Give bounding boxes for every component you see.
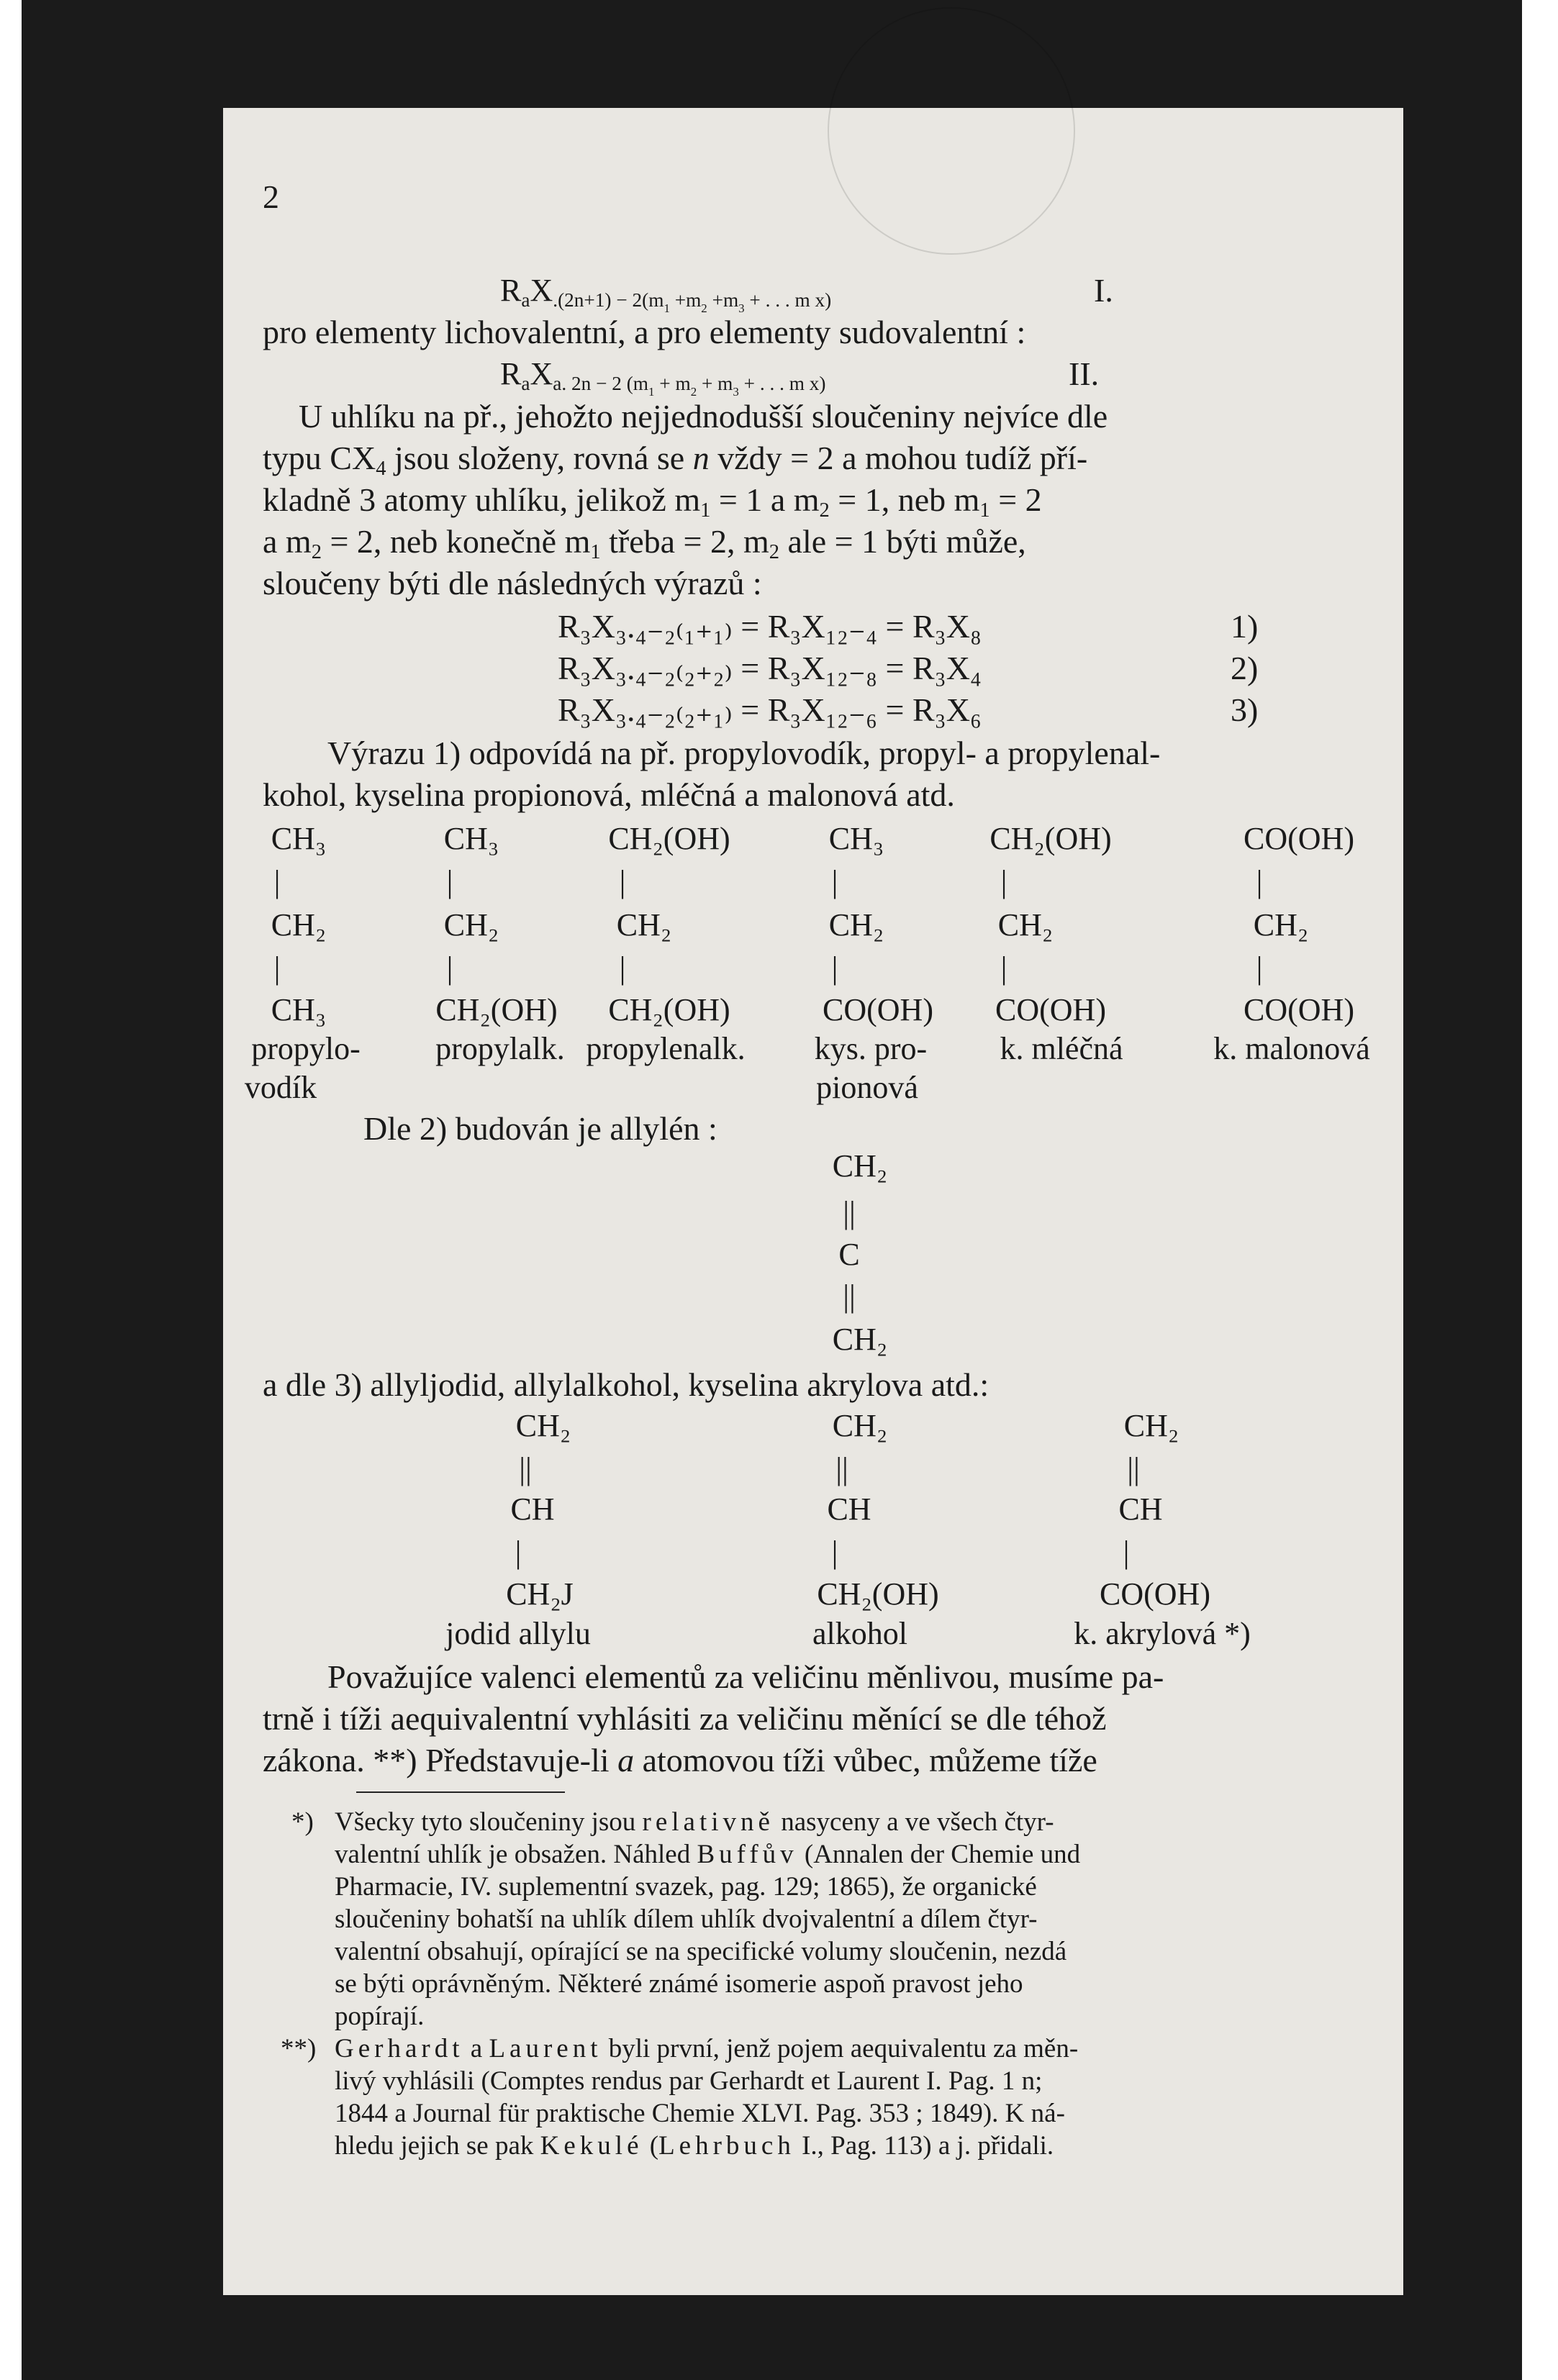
structure-4-bot: CO(OH) [823,992,933,1027]
formula-ii-exp2: + m [654,373,691,394]
structure-6-top: CO(OH) [1244,821,1354,856]
para1-l4c: třeba = 2, m [600,523,769,560]
fn2-kekule: Kekulé [540,2131,643,2161]
allylen-bond1: || [843,1195,856,1230]
structure3-2-bond1: || [835,1451,848,1486]
line-allyl: a dle 3) allyljodid, allylalkohol, kyselina akrylova atd.: [263,1366,989,1403]
formula-ii-exp: . 2n − 2 (m [561,373,649,394]
fn2-laurent: Laurent [489,2034,602,2063]
formula-i-exp: .(2n+1) − 2(m [553,289,664,311]
structure-1-name1: propylo- [251,1031,361,1066]
structure-6-bond1: | [1256,864,1263,899]
fn2-lehrbuch: Lehrbuch [658,2131,795,2161]
para1-line5: sloučeny býti dle následných výrazů : [263,565,762,601]
para1-l3b: = 1 a m [710,481,820,518]
allylen-c: C [838,1237,860,1272]
footnote1-line2: valentní uhlík je obsažen. Náhled Buffův (Annalen der Chemie und [335,1840,1081,1869]
fn1-l1a: Všecky tyto sloučeniny jsou [335,1807,643,1837]
para1-line4: a $m_2 = 2$, neb konečně $m_1$ třeba = 2, $m_2$ ale = 1 býti může, [263,523,1026,563]
structure-1-top: CH₃ [271,821,327,856]
line-allylen: Dle 2) budován je allylén : [363,1110,717,1147]
fn1-l1b: nasyceny a ve všech čtyr- [774,1807,1054,1837]
structure-1-name2: vodík [244,1070,317,1105]
fn1-relativne: relativně [642,1807,774,1837]
allylen-ch2-bot: CH₂ [832,1322,888,1357]
structure-2-bot: CH₂(OH) [435,992,558,1027]
para3-line1: Považujíce valenci elementů za veličinu měnlivou, musíme pa- [327,1658,1164,1695]
fn1-l2c: (Annalen der Chemie und [797,1840,1081,1869]
para1-l2n: n [692,440,710,476]
para1-l3d: = 2 [989,481,1042,518]
footnote2-line2: livý vyhlásili (Comptes rendus par Gerhardt et Laurent I. Pag. 1 n; [335,2066,1043,2096]
para1-l2b: jsou složeny, rovná se [386,440,693,476]
structure3-3-bond1: || [1127,1451,1140,1486]
expr-2: R₃X₃.₄₋₂₍₂₊₂₎ = R₃X₁₂₋₈ = R₃X₄ [558,650,982,686]
fn2-gerhardt: Gerhardt [335,2034,464,2063]
formula-i-exp2: +m [669,289,702,311]
structure3-1-bond1: || [519,1451,532,1486]
footnote2-line1 [335,2032,1078,2065]
footnote1-line7: popírají. [335,2002,425,2031]
footnote-rule [356,1791,565,1793]
structure-4-mid: CH₂ [828,907,884,943]
fn1-buffuv: Buffův [697,1840,798,1869]
structure-4-name1: kys. pro- [814,1031,928,1066]
fn2-l1a: a [463,2034,489,2063]
formula-i-r: R [500,273,522,308]
structure-6-name1: k. malonová [1213,1031,1370,1066]
para1-l3c: = 1, neb m [829,481,980,518]
structure-2-top: CH₃ [443,821,499,856]
structure-6-bot: CO(OH) [1244,992,1354,1027]
structure3-2-bot: CH₂(OH) [817,1576,939,1612]
text-line-odd: pro elementy lichovalentní, a pro elementy sudovalentní : [263,314,1026,350]
structure-2-mid: CH₂ [443,907,499,943]
structure-3-mid: CH₂ [616,907,672,943]
para3-var-a: a [617,1742,635,1779]
para3-line3 [263,1740,1097,1781]
structure3-1-bond2: | [515,1535,522,1570]
formula-i-exp3: +m [707,289,739,311]
structure3-3-mid: CH [1118,1491,1163,1527]
structure-5-name1: k. mléčná [1000,1031,1123,1066]
allylen-ch2-top: CH₂ [832,1148,888,1184]
footnote1-line6: se býti oprávněným. Některé známé isomerie aspoň pravost jeho [335,1969,1023,1999]
footnote1-mark: *) [291,1807,314,1837]
structure-5-mid: CH₂ [997,907,1054,943]
fn2-l4a: hledu jejich se pak [335,2131,540,2161]
structure-4-bond1: | [831,864,838,899]
fn2-l4c: I., Pag. 113) a j. přidali. [794,2131,1054,2161]
allylen-bond2: || [843,1278,856,1314]
structure3-2-mid: CH [827,1491,871,1527]
structure-1-bond1: | [273,864,281,899]
formula-ii-exp4: + . . . m x) [738,373,826,394]
structure3-2-bond2: | [831,1535,838,1570]
expr-3: R₃X₃.₄₋₂₍₂₊₁₎ = R₃X₁₂₋₆ = R₃X₆ [558,691,982,728]
structure-3-bot: CH₂(OH) [608,992,730,1027]
formula-ii-r: R [500,356,522,391]
formula-i-x: X [530,273,553,308]
para2-line1: Výrazu 1) odpovídá na př. propylovodík, propyl- a propylenal- [327,735,1161,771]
structure-5-bond1: | [1000,864,1007,899]
structure-6-bond2: | [1256,950,1263,986]
para1-l3a: kladně 3 atomy uhlíku, jelikož m [263,481,701,518]
structure3-3-name: k. akrylová *) [1074,1616,1251,1651]
structure3-3-top: CH₂ [1123,1408,1179,1443]
structure-5-bot: CO(OH) [995,992,1106,1027]
structure3-2-name: alkohol [812,1616,907,1651]
structure-1-bond2: | [273,950,281,986]
formula-i: $R_aX_{.(2n+1) - 2(m_1 +m_2 +m_3 + . . . m x)}$ [500,273,832,315]
structure3-3-bond2: | [1123,1535,1130,1570]
formula-ii: $R_aX_{a. 2n - 2 (m_1 + m_2 + m_3 + . . . m x)}$ [500,356,826,399]
structure-3-bond1: | [619,864,626,899]
structure-4-top: CH₃ [828,821,884,856]
structure3-1-bot: CH₂J [506,1576,574,1612]
para3-l3b: atomovou tíži vůbec, můžeme tíže [634,1742,1097,1779]
page-number: 2 [263,178,279,215]
structure-3-bond2: | [619,950,626,986]
footnote2-line3: 1844 a Journal für praktische Chemie XLVI. Pag. 353 ; 1849). K ná- [335,2099,1065,2128]
fn2-l1b: byli první, jenž pojem aequivalentu za měn- [602,2034,1079,2063]
structure3-1-name: jodid allylu [445,1616,591,1651]
expr-2-number: 2) [1231,650,1259,686]
structure3-2-top: CH₂ [832,1408,888,1443]
para1-l2c: vždy = 2 a mohou tudíž pří- [709,440,1088,476]
fn1-l2a: va [335,1840,360,1869]
para1-l4a: a m [263,523,312,560]
structure-1-bot: CH₃ [271,992,327,1027]
para1-line3: kladně 3 atomy uhlíku, jelikož $m_1 = 1$ a $m_2 = 1$, neb $m_1 = 2$ [263,481,1042,522]
formula-i-label: I. [1094,272,1113,309]
formula-i-exp4: + . . . m x) [744,289,832,311]
structure-5-bond2: | [1000,950,1007,986]
structure-4-name2: pionová [816,1070,918,1105]
footnote1-line1 [335,1806,1054,1838]
para1-line1: U uhlíku na př., jehožto nejjednodušší sloučeniny nejvíce dle [299,398,1108,435]
structure-3-top: CH₂(OH) [608,821,730,856]
structure-2-name1: propylalk. [435,1031,565,1066]
structure-2-bond1: | [446,864,453,899]
para1-l2a: typu CX [263,440,376,476]
structure-4-bond2: | [831,950,838,986]
formula-ii-exp3: + m [697,373,733,394]
fn1-l2b: entní uhlík je obsažen. Náhled [367,1840,697,1869]
footnote2-line4 [335,2130,1054,2162]
structure-5-top: CH₂(OH) [989,821,1112,856]
fn2-l4b: ( [643,2131,659,2161]
expr-1-number: 1) [1231,608,1259,645]
para3-line2: trně i tíži aequivalentní vyhlásiti za veličinu měnící se dle téhož [263,1700,1107,1737]
para2-line2: kohol, kyselina propionová, mléčná a malonová atd. [263,776,955,813]
page [223,108,1403,2295]
footnote1-line5: valentní obsahují, opírající se na specifické volumy sloučenin, nezdá [335,1937,1067,1966]
footnote2-mark: **) [281,2034,317,2063]
footnote1-line3: Pharmacie, IV. suplementní svazek, pag. 129; 1865), že organické [335,1872,1037,1902]
structure-6-mid: CH₂ [1253,907,1309,943]
expr-1: R₃X₃.₄₋₂₍₁₊₁₎ = R₃X₁₂₋₄ = R₃X₈ [558,608,982,645]
formula-ii-label: II. [1069,355,1100,392]
expr-3-number: 3) [1231,691,1259,728]
para1-line2: typu $CX_4$ jsou složeny, rovná se n vždy = 2 a mohou tudíž pří- [263,440,1088,480]
formula-ii-x: X [530,356,553,391]
stamp-ghost [828,7,1075,255]
structure3-1-top: CH₂ [515,1408,571,1443]
para1-l4b: = 2, neb konečně m [321,523,591,560]
structure3-1-mid: CH [510,1491,555,1527]
para3-l3a: zákona. **) Představuje-li [263,1742,618,1779]
structure3-3-bot: CO(OH) [1100,1576,1210,1612]
para1-l4d: ale = 1 býti může, [779,523,1026,560]
structure-1-mid: CH₂ [271,907,327,943]
structure-2-bond2: | [446,950,453,986]
structure-3-name1: propylenalk. [586,1031,746,1066]
footnote1-line4: sloučeniny bohatší na uhlík dílem uhlík dvojvalentní a dílem čtyr- [335,1904,1038,1934]
